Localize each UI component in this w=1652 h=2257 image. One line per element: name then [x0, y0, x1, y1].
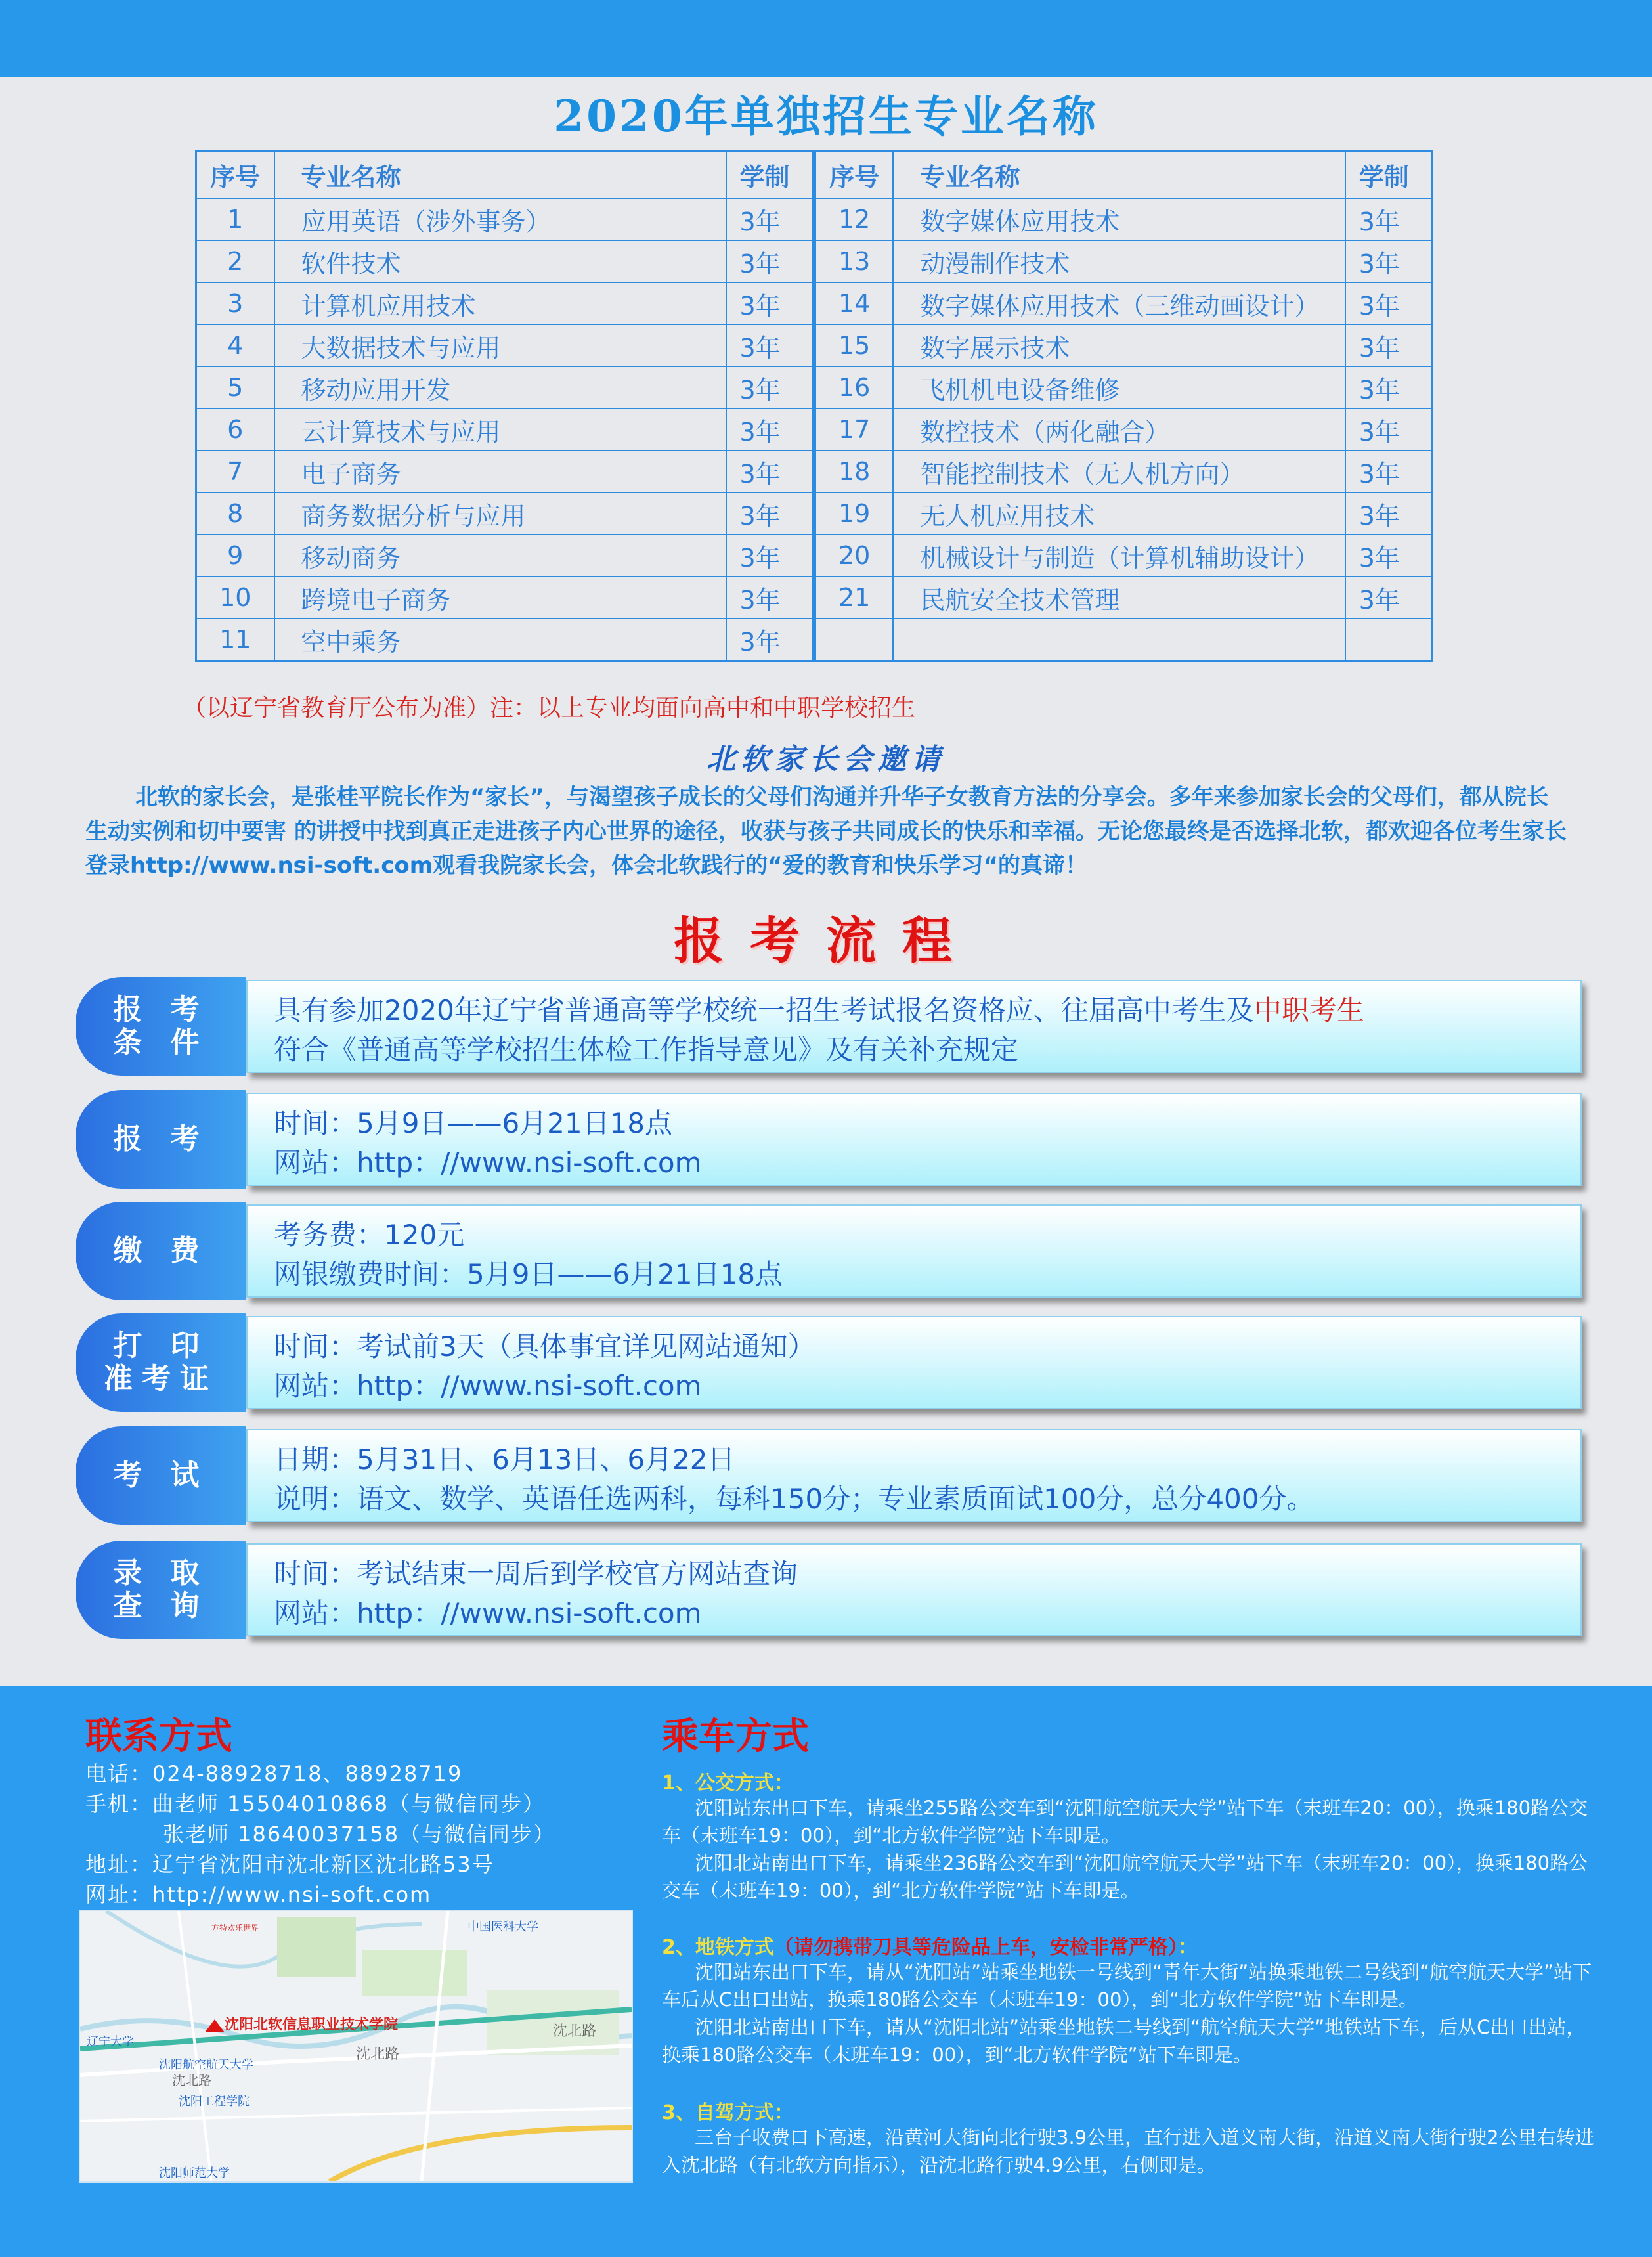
- majors-table-right: [814, 150, 1433, 662]
- step-label-line-1: 报 考: [113, 993, 209, 1026]
- major-years: 3年: [726, 240, 814, 282]
- major-name: 数字媒体应用技术: [893, 198, 1345, 240]
- table-row: [196, 619, 814, 661]
- map-label-road-2: 沈北路: [356, 2046, 400, 2062]
- major-name: 云计算技术与应用: [274, 408, 726, 450]
- major-name: 电子商务: [274, 450, 726, 493]
- table-row: [196, 493, 814, 535]
- table-row: [815, 535, 1433, 577]
- drive-paragraph: 三台子收费口下高速，沿黄河大街向北行驶3.9公里，直行进入道义南大街，沿道义南大街行驶2公里右转进入沈北路（有北软方向指示），沿沈北路行驶4.9公里，右侧即是。: [662, 2126, 1594, 2176]
- major-no: 6: [196, 408, 274, 450]
- header-years: 学制: [726, 151, 814, 199]
- process-title: 报考流程: [674, 911, 978, 970]
- major-no: 21: [815, 577, 894, 619]
- table-row: [196, 240, 814, 282]
- major-years: 3年: [726, 282, 814, 324]
- major-no: 8: [196, 493, 274, 535]
- map-label-sau: 沈阳航空航天大学: [159, 2058, 253, 2071]
- major-no: 4: [196, 324, 274, 366]
- step-line-1-text: 时间：5月9日——6月21日18点: [274, 1107, 673, 1139]
- major-name: 民航安全技术管理: [893, 577, 1345, 619]
- step-line-1: [274, 1325, 815, 1365]
- map-label-snu: 沈阳师范大学: [159, 2166, 230, 2180]
- step-label-line-2: 条 件: [113, 1026, 209, 1059]
- step-label-line-1: 报 考: [113, 1122, 209, 1156]
- process-step: [76, 1313, 1582, 1412]
- major-years: 3年: [726, 619, 814, 661]
- step-line-2: 网银缴费时间：5月9日——6月21日18点: [274, 1258, 783, 1290]
- major-years: 3年: [726, 408, 814, 450]
- step-line-1-text: 考务费：120元: [274, 1219, 465, 1251]
- enrollment-note: （以辽宁省教育厅公布为准）注：以上专业均面向高中和中职学校招生: [183, 695, 916, 722]
- step-line-1-text: 日期：5月31日、6月13日、6月22日: [274, 1443, 735, 1476]
- process-step: [76, 1090, 1582, 1189]
- major-no: 17: [815, 408, 894, 450]
- bus-paragraph-2: 沈阳北站南出口下车，请乘坐236路公交车到“沈阳航空航天大学”站下车（末班车20：00），换乘180路公交车（末班车19：00），到“北方软件学院”站下车即是。: [662, 1852, 1588, 1902]
- contact-phone: 电话：024-88928718、88928719: [85, 1761, 463, 1786]
- table-row: [815, 577, 1433, 619]
- invitation-text: 北软的家长会，是张桂平院长作为“家长”，与渴望孩子成长的父母们沟通并升华子女教育方法的分享会。多年来参加家长会的父母们，都从院长生动实例和切中要害 的讲授中找到真正走进孩子内心世界的途径，收获与孩子共同成长的快乐和幸福。无论您最终是否选择北软，都欢迎各位考生家长登录http://www.nsi-soft.com观看我院家长会，体会北软践行的“爱的教育和快乐学习“的真谛！: [85, 784, 1567, 879]
- major-name: 动漫制作技术: [893, 240, 1345, 282]
- step-label: [76, 1090, 246, 1189]
- major-years: 3年: [1345, 493, 1433, 535]
- major-years: 3年: [726, 198, 814, 240]
- contact-mobile-2: 张老师 18640037158（与微信同步）: [163, 1822, 556, 1847]
- step-line-1: [274, 1552, 798, 1592]
- process-step: [76, 1541, 1582, 1639]
- table-row: [196, 450, 814, 493]
- step-label-line-2: 查 询: [113, 1589, 209, 1623]
- metro-paragraph-1: 沈阳站东出口下车，请从“沈阳站”站乘坐地铁一号线到“青年大街”站换乘地铁二号线到“航空航天大学”站下车后从C出口出站，换乘180路公交车（末班车19：00），到“北方软件学院”站下车即是。: [662, 1961, 1592, 2011]
- major-no: 19: [815, 493, 894, 535]
- step-content: [246, 1204, 1582, 1298]
- step-label-line-1: 打 印: [113, 1329, 209, 1363]
- table-row: [196, 535, 814, 577]
- map-label-lnu: 辽宁大学: [87, 2035, 134, 2048]
- major-years: 3年: [726, 493, 814, 535]
- step-label-line-1: 录 取: [113, 1556, 209, 1590]
- step-line-2: 符合《普通高等学校招生体检工作指导意见》及有关补充规定: [274, 1034, 1019, 1066]
- major-years: 3年: [1345, 366, 1433, 408]
- location-map[interactable]: [79, 1910, 633, 2183]
- header-no: 序号: [196, 151, 274, 199]
- major-years: 3年: [1345, 577, 1433, 619]
- major-name: 大数据技术与应用: [274, 324, 726, 366]
- map-label-road-3: 沈北路: [172, 2074, 211, 2088]
- major-years: 3年: [1345, 282, 1433, 324]
- step-line-1-highlight: 中职考生: [1253, 994, 1364, 1026]
- major-no: 15: [815, 324, 894, 366]
- map-graphic: [80, 1911, 632, 2181]
- major-years: [1345, 619, 1433, 661]
- major-years: 3年: [1345, 535, 1433, 577]
- table-row: [196, 577, 814, 619]
- table-row: [196, 282, 814, 324]
- metro-warning: （请勿携带刀具等危险品上车，安检非常严格）: [773, 1936, 1178, 1959]
- step-content: [246, 1429, 1582, 1522]
- header-years: 学制: [1345, 151, 1433, 199]
- major-no: 12: [815, 198, 894, 240]
- major-no: 10: [196, 577, 274, 619]
- step-line-1-text: 时间：考试结束一周后到学校官方网站查询: [274, 1558, 798, 1590]
- step-line-2: 网站：http：//www.nsi-soft.com: [274, 1370, 702, 1402]
- map-label-poi: 方特欢乐世界: [211, 1923, 259, 1933]
- step-content: [246, 980, 1582, 1073]
- major-no: 9: [196, 535, 274, 577]
- metro-colon: ：: [1177, 1936, 1198, 1959]
- major-name: 数字媒体应用技术（三维动画设计）: [893, 282, 1345, 324]
- major-name: [893, 619, 1345, 661]
- step-line-2: 网站：http：//www.nsi-soft.com: [274, 1147, 702, 1179]
- step-label: [76, 1541, 246, 1639]
- major-no: 16: [815, 366, 894, 408]
- transport-title: 乘车方式: [662, 1715, 809, 1758]
- step-label: [76, 1426, 246, 1525]
- major-name: 应用英语（涉外事务）: [274, 198, 726, 240]
- process-step: [76, 1426, 1582, 1525]
- step-content: [246, 1093, 1582, 1186]
- drive-title: 3、自驾方式：: [662, 2101, 794, 2124]
- step-content: [246, 1543, 1582, 1636]
- table-row: [815, 198, 1433, 240]
- major-name: 数控技术（两化融合）: [893, 408, 1345, 450]
- step-label: [76, 1313, 246, 1412]
- map-label-school: 沈阳北软信息职业技术学院: [225, 2016, 399, 2032]
- major-no: 1: [196, 198, 274, 240]
- major-years: 3年: [1345, 324, 1433, 366]
- major-no: 14: [815, 282, 894, 324]
- metro-title: [662, 1931, 1198, 1960]
- major-years: 3年: [726, 535, 814, 577]
- table-row: [196, 198, 814, 240]
- major-name: 空中乘务: [274, 619, 726, 661]
- table-row: [196, 408, 814, 450]
- major-no: 5: [196, 366, 274, 408]
- table-row: [815, 408, 1433, 450]
- table-header-row: [196, 151, 814, 199]
- contact-website[interactable]: 网址：http://www.nsi-soft.com: [85, 1882, 432, 1907]
- contact-title: 联系方式: [85, 1715, 232, 1758]
- table-row: [815, 324, 1433, 366]
- header-name: 专业名称: [274, 151, 726, 199]
- header-name: 专业名称: [893, 151, 1345, 199]
- step-label: [76, 977, 246, 1076]
- major-no: 3: [196, 282, 274, 324]
- step-line-1: [274, 1102, 672, 1141]
- header-no: 序号: [815, 151, 894, 199]
- major-years: 3年: [1345, 450, 1433, 493]
- major-name: 数字展示技术: [893, 324, 1345, 366]
- step-line-1: [274, 1438, 735, 1478]
- major-name: 飞机机电设备维修: [893, 366, 1345, 408]
- table-row: [815, 493, 1433, 535]
- table-row: [196, 366, 814, 408]
- major-years: 3年: [1345, 240, 1433, 282]
- map-label-cmu: 中国医科大学: [467, 1920, 538, 1933]
- major-years: 3年: [1345, 198, 1433, 240]
- major-no: 2: [196, 240, 274, 282]
- contact-mobile-1: 手机：曲老师 15504010868（与微信同步）: [85, 1791, 546, 1816]
- major-name: 移动应用开发: [274, 366, 726, 408]
- bus-paragraph-1: 沈阳站东出口下车，请乘坐255路公交车到“沈阳航空航天大学”站下车（末班车20：00），换乘180路公交车（末班车19：00），到“北方软件学院”站下车即是。: [662, 1797, 1588, 1847]
- page-title: 2020年单独招生专业名称: [554, 91, 1098, 142]
- top-banner: [0, 0, 1652, 77]
- major-no: [815, 619, 894, 661]
- process-step: [76, 977, 1582, 1076]
- major-no: 20: [815, 535, 894, 577]
- major-years: 3年: [726, 577, 814, 619]
- major-name: 商务数据分析与应用: [274, 493, 726, 535]
- table-row: [815, 282, 1433, 324]
- process-step: [76, 1202, 1582, 1300]
- major-years: 3年: [726, 366, 814, 408]
- major-no: 18: [815, 450, 894, 493]
- metro-paragraph-2: 沈阳北站南出口下车，请从“沈阳北站”站乘坐地铁二号线到“航空航天大学”地铁站下车，后从C出口出站，换乘180路公交车（末班车19：00），到“北方软件学院”站下车即是。: [662, 2016, 1586, 2066]
- step-line-2: 网站：http：//www.nsi-soft.com: [274, 1597, 702, 1629]
- contact-address: 地址：辽宁省沈阳市沈北新区沈北路53号: [85, 1852, 494, 1877]
- major-name: 机械设计与制造（计算机辅助设计）: [893, 535, 1345, 577]
- major-years: 3年: [726, 450, 814, 493]
- step-label: [76, 1202, 246, 1300]
- major-years: 3年: [1345, 408, 1433, 450]
- table-row: [815, 619, 1433, 661]
- map-label-sgu: 沈阳工程学院: [179, 2095, 250, 2108]
- step-line-1: [274, 989, 1364, 1028]
- step-line-2: 说明：语文、数学、英语任选两科，每科150分；专业素质面试100分，总分400分。: [274, 1483, 1315, 1515]
- major-years: 3年: [726, 324, 814, 366]
- step-label-line-2: 准考证: [104, 1362, 218, 1395]
- step-line-1: [274, 1214, 464, 1253]
- step-content: [246, 1316, 1582, 1409]
- major-no: 13: [815, 240, 894, 282]
- major-name: 计算机应用技术: [274, 282, 726, 324]
- metro-title-text: 2、地铁方式: [662, 1936, 774, 1959]
- table-row: [815, 450, 1433, 493]
- major-no: 11: [196, 619, 274, 661]
- bus-title: 1、公交方式：: [662, 1772, 794, 1795]
- major-name: 跨境电子商务: [274, 577, 726, 619]
- table-header-row: [815, 151, 1433, 199]
- step-line-1-text: 具有参加2020年辽宁省普通高等学校统一招生考试报名资格应、往届高中考生及: [274, 994, 1254, 1026]
- map-label-road-1: 沈北路: [553, 2023, 597, 2039]
- invitation-title: 北软家长会邀请: [706, 743, 946, 776]
- major-name: 软件技术: [274, 240, 726, 282]
- major-name: 无人机应用技术: [893, 493, 1345, 535]
- major-no: 7: [196, 450, 274, 493]
- table-row: [815, 240, 1433, 282]
- table-row: [815, 366, 1433, 408]
- table-row: [196, 324, 814, 366]
- step-label-line-1: 缴 费: [113, 1234, 209, 1267]
- step-line-1-text: 时间：考试前3天（具体事宜详见网站通知）: [274, 1330, 815, 1363]
- major-name: 移动商务: [274, 535, 726, 577]
- major-name: 智能控制技术（无人机方向）: [893, 450, 1345, 493]
- step-label-line-1: 考 试: [113, 1458, 209, 1492]
- majors-table-left: [195, 150, 814, 662]
